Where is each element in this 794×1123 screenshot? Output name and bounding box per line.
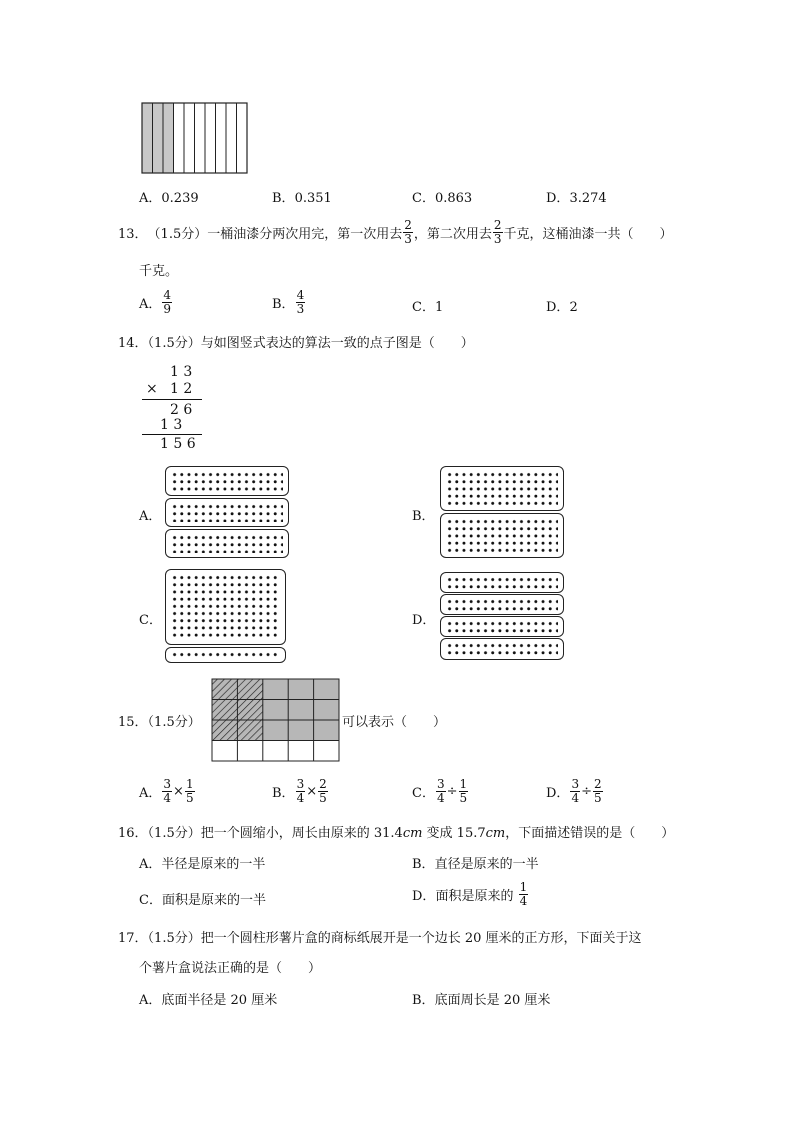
q14-option-c-label[interactable]: C．	[139, 613, 162, 628]
option-letter: D．	[546, 300, 570, 315]
option-letter: C．	[412, 300, 435, 315]
fraction-denominator: 3	[493, 231, 502, 246]
dot-pattern	[171, 534, 283, 553]
fraction-numerator: 2	[404, 218, 412, 232]
fraction-denominator: 5	[459, 790, 468, 805]
q15-option-d[interactable]	[546, 778, 604, 804]
fraction	[519, 881, 529, 907]
question-text: 一桶油漆分两次用完，第一次用去	[207, 226, 403, 242]
option-letter: D．	[546, 191, 570, 206]
q13-option-d[interactable]	[546, 296, 578, 315]
operator: ÷	[581, 783, 592, 799]
option-text: 底面周长是 20 厘米	[434, 993, 551, 1008]
unit-text: cm	[485, 826, 506, 841]
option-letter: B．	[272, 785, 295, 801]
option-letter: A．	[139, 993, 162, 1008]
option-text: 0.863	[434, 191, 473, 206]
q17-stem-line2: 个薯片盒说法正确的是（ ）	[139, 961, 322, 976]
q14-option-d-label[interactable]: D．	[412, 613, 436, 628]
q13-option-b[interactable]	[272, 289, 306, 315]
final-product: 1 5 6	[160, 436, 196, 452]
option-text: 3.274	[569, 191, 607, 206]
q12-option-d[interactable]	[546, 187, 607, 206]
fraction-numerator: 1	[459, 777, 468, 791]
q12-option-c[interactable]	[412, 187, 472, 206]
q16-option-c[interactable]	[139, 889, 266, 908]
dot-block	[440, 594, 564, 615]
q15-option-b[interactable]	[272, 778, 329, 804]
operator: ×	[306, 783, 318, 799]
dot-pattern	[446, 576, 558, 589]
dot-pattern	[171, 471, 283, 491]
question-number: 14．	[118, 336, 148, 351]
fraction	[185, 778, 195, 804]
question-score: （1.5分）	[147, 336, 201, 351]
dot-pattern	[171, 574, 280, 640]
option-text: 0.351	[294, 191, 332, 206]
partial-product-1: 2 6	[170, 402, 193, 418]
q15-stem-prefix	[118, 711, 201, 730]
option-letter: C．	[412, 785, 435, 801]
fraction	[296, 778, 306, 804]
q12-strip-svg	[141, 102, 249, 174]
fraction-denominator: 3	[404, 231, 412, 246]
q15-stem-text: 可以表示（ ）	[342, 715, 447, 730]
fraction-denominator: 4	[519, 893, 528, 908]
multiplicand: 1 3	[170, 364, 193, 380]
fraction-numerator: 2	[319, 777, 327, 791]
q17-stem	[118, 927, 642, 946]
dot-block	[165, 529, 289, 558]
fraction-denominator: 4	[296, 790, 305, 805]
dot-pattern	[171, 651, 280, 659]
unit-text: cm	[402, 826, 423, 841]
fraction-numerator: 2	[593, 777, 602, 791]
fraction	[403, 219, 413, 245]
q12-option-b[interactable]	[272, 187, 332, 206]
q15-option-c[interactable]	[412, 778, 469, 804]
fraction-numerator: 1	[185, 777, 194, 791]
q15-option-a[interactable]	[139, 778, 196, 804]
fraction-denominator: 5	[319, 790, 327, 805]
q14-stem	[118, 332, 474, 351]
dot-block	[440, 572, 564, 593]
fraction	[296, 289, 306, 315]
dot-block	[440, 513, 564, 558]
dot-pattern	[446, 620, 558, 633]
option-letter: B．	[412, 857, 435, 872]
option-letter: B．	[272, 296, 295, 312]
option-letter: D．	[412, 888, 436, 904]
fraction	[162, 289, 172, 315]
fraction-numerator: 1	[519, 880, 528, 894]
option-letter: C．	[412, 191, 435, 206]
option-text: 半径是原来的一半	[161, 857, 266, 872]
option-text: 直径是原来的一半	[434, 857, 539, 872]
q14-option-a-label[interactable]: A．	[139, 509, 162, 524]
dot-block	[440, 616, 564, 637]
q13-stem	[118, 219, 673, 245]
option-text: 面积是原来的	[435, 888, 514, 904]
fraction-denominator: 9	[163, 301, 172, 316]
dot-block	[165, 647, 286, 663]
fraction-denominator: 5	[593, 790, 602, 805]
fraction-denominator: 4	[436, 790, 445, 805]
dot-pattern	[446, 518, 558, 553]
q14-option-b-label[interactable]: B．	[412, 509, 435, 524]
q15-grid-figure	[211, 678, 341, 766]
fraction-numerator: 4	[163, 288, 172, 302]
multiplier: 1 2	[170, 381, 193, 397]
question-number: 15．	[118, 715, 148, 730]
dot-block	[165, 498, 289, 527]
q16-option-a[interactable]	[139, 853, 265, 872]
option-letter: D．	[546, 785, 570, 801]
fraction-denominator: 3	[296, 301, 305, 316]
q13-option-c[interactable]	[412, 296, 443, 315]
q13-option-a[interactable]	[139, 289, 173, 315]
q16-option-d[interactable]	[412, 881, 529, 907]
option-letter: B．	[272, 191, 295, 206]
q14-vertical-multiplication	[140, 364, 204, 454]
question-text: ，下面描述错误的是（ ）	[505, 826, 675, 841]
q16-stem	[118, 822, 674, 841]
option-text: 0.239	[161, 191, 199, 206]
question-text: ，第二次用去	[413, 226, 492, 242]
dot-block	[165, 569, 286, 645]
question-text: 把一个圆柱形薯片盒的商标纸展开是一个边长 20 厘米的正方形，下面关于这	[200, 931, 642, 946]
fraction	[570, 778, 580, 804]
fraction-numerator: 3	[571, 777, 580, 791]
option-text: 底面半径是 20 厘米	[161, 993, 278, 1008]
fraction	[318, 778, 328, 804]
option-text: 2	[569, 300, 578, 315]
q12-strip-figure	[141, 102, 249, 178]
q17-option-b[interactable]	[412, 989, 550, 1008]
fraction	[162, 778, 172, 804]
fraction	[436, 778, 446, 804]
dot-pattern	[446, 598, 558, 611]
question-text: 千克，这桶油漆一共（ ）	[503, 226, 673, 242]
fraction-denominator: 4	[571, 790, 580, 805]
fraction	[593, 778, 603, 804]
dot-block	[440, 638, 564, 660]
question-score: （1.5分）	[147, 826, 201, 841]
operator: ×	[173, 783, 184, 799]
operator: ÷	[446, 783, 458, 799]
q12-option-a[interactable]	[139, 187, 199, 206]
rule-line	[142, 434, 202, 435]
question-number: 16．	[118, 826, 148, 841]
fraction-numerator: 2	[493, 218, 502, 232]
question-score: （1.5分）	[147, 715, 201, 730]
option-letter: B．	[412, 993, 435, 1008]
fraction-numerator: 3	[436, 777, 445, 791]
dot-block	[165, 466, 289, 496]
option-text: 1	[434, 300, 444, 315]
question-score: （1.5分）	[147, 931, 201, 946]
q17-option-a[interactable]	[139, 989, 277, 1008]
fraction	[493, 219, 503, 245]
question-number: 17．	[118, 931, 148, 946]
option-letter: A．	[139, 785, 162, 801]
times-sign: ×	[146, 381, 158, 397]
option-letter: A．	[139, 296, 162, 312]
fraction-denominator: 5	[185, 790, 194, 805]
dot-pattern	[446, 642, 558, 656]
q16-option-b[interactable]	[412, 853, 539, 872]
question-text: 变成 15.7	[422, 826, 486, 841]
dot-block	[440, 466, 564, 511]
question-text: 把一个圆缩小，周长由原来的 31.4	[200, 826, 403, 841]
partial-product-2: 1 3	[160, 417, 183, 433]
fraction-numerator: 4	[296, 288, 305, 302]
q13-stem-line2: 千克。	[139, 264, 179, 279]
option-letter: C．	[139, 893, 162, 908]
option-letter: A．	[139, 191, 162, 206]
question-text: 与如图竖式表达的算法一致的点子图是（ ）	[200, 336, 474, 351]
question-score: （1.5分）	[147, 226, 208, 242]
fraction-numerator: 3	[163, 777, 172, 791]
fraction	[459, 778, 469, 804]
fraction-denominator: 4	[163, 790, 172, 805]
dot-pattern	[446, 471, 558, 506]
dot-pattern	[171, 503, 283, 522]
option-letter: A．	[139, 857, 162, 872]
q15-grid-svg	[211, 678, 341, 762]
fraction-numerator: 3	[296, 777, 305, 791]
rule-line	[142, 399, 202, 400]
option-text: 面积是原来的一半	[161, 893, 266, 908]
question-number: 13．	[118, 226, 148, 242]
